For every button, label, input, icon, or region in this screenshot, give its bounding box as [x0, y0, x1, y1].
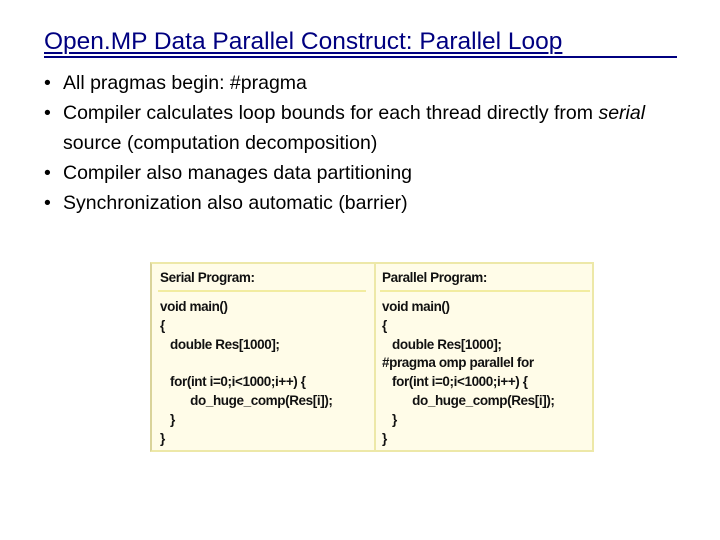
- bullet-text: All pragmas begin: #pragma: [63, 72, 307, 94]
- serial-program-code: void main() { double Res[1000]; for(int i=0;i<1000;i++) { do_huge_comp(Res[i]); } }: [160, 299, 333, 446]
- parallel-program-title: Parallel Program:: [382, 270, 487, 285]
- title-underline-rule: [44, 56, 677, 58]
- parallel-program-column: [374, 264, 594, 450]
- code-comparison-panel: [150, 262, 594, 452]
- bullet-text: Compiler also manages data partitioning: [63, 162, 413, 184]
- column-title-divider: [158, 290, 366, 292]
- bullet-text: source (computation decomposition): [63, 132, 378, 154]
- bullet-marker: •: [44, 162, 51, 184]
- bullet-list: [44, 68, 704, 218]
- bullet-item: [44, 68, 704, 98]
- bullet-marker: •: [44, 192, 51, 214]
- serial-program-column: [154, 264, 370, 450]
- serial-program-title: Serial Program:: [160, 270, 255, 285]
- parallel-program-code: void main() { double Res[1000]; #pragma omp parallel for for(int i=0;i<1000;i++) { do_huge_comp(Res[i]); } }: [382, 299, 555, 446]
- bullet-item: [44, 98, 704, 158]
- bullet-marker: •: [44, 72, 51, 94]
- bullet-text: Compiler calculates loop bounds for each thread directly from: [63, 102, 599, 124]
- bullet-item: [44, 158, 704, 188]
- bullet-text: Synchronization also automatic (barrier): [63, 192, 408, 214]
- bullet-text-emphasis: serial: [598, 102, 646, 124]
- bullet-item: [44, 188, 704, 218]
- column-title-divider: [380, 290, 590, 292]
- bullet-marker: •: [44, 102, 51, 124]
- slide-title: Open.MP Data Parallel Construct: Parallel Loop: [44, 28, 563, 55]
